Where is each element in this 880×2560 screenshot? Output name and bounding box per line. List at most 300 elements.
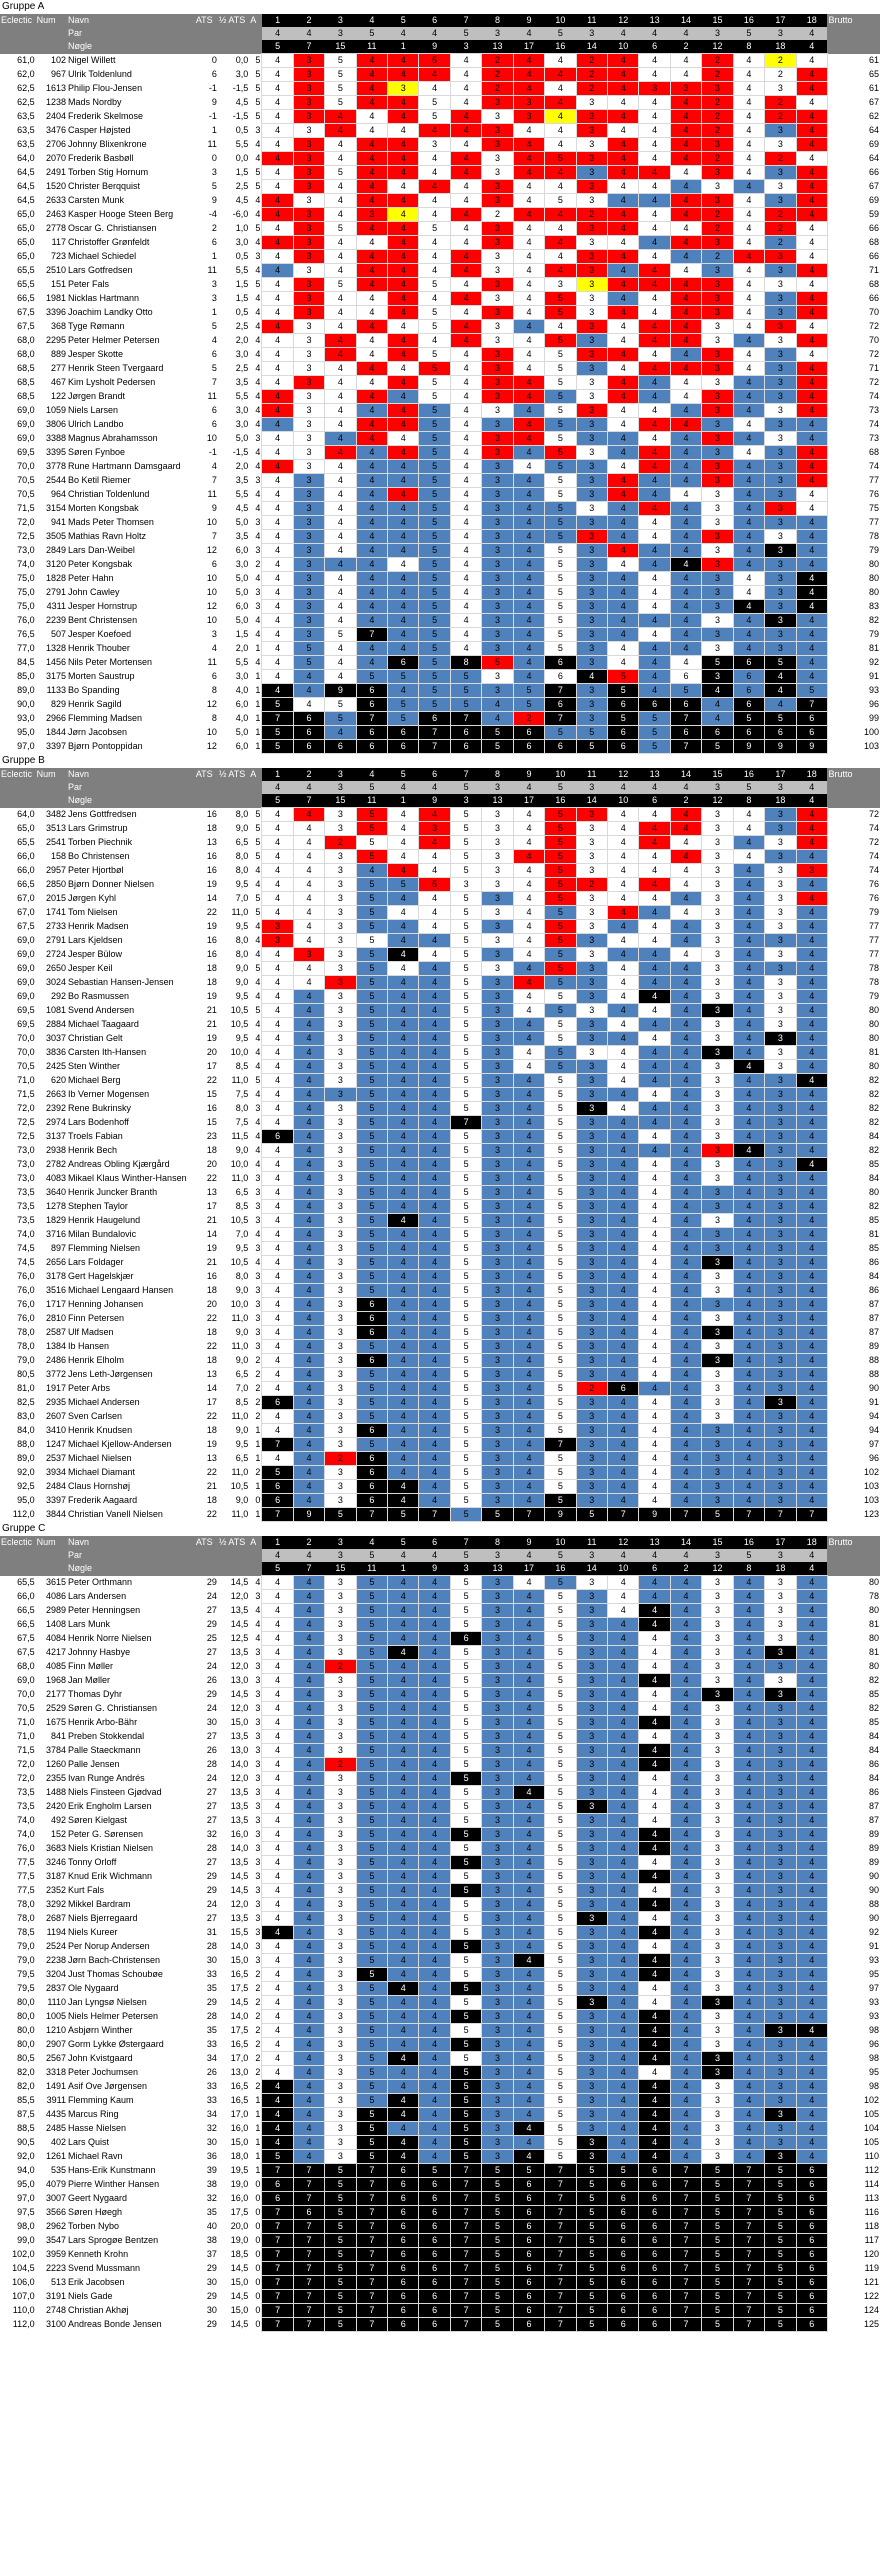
hole-score: 4 bbox=[639, 2038, 670, 2052]
hole-score: 4 bbox=[796, 808, 827, 822]
ats-value: 13 bbox=[195, 1452, 218, 1466]
hole-score: 7 bbox=[670, 2220, 701, 2234]
hole-score: 3 bbox=[482, 222, 513, 236]
hole-score: 5 bbox=[639, 712, 670, 726]
hole-score: 6 bbox=[639, 698, 670, 712]
hole-number: 13 bbox=[639, 768, 670, 781]
hole-score: 4 bbox=[419, 1632, 450, 1646]
hole-score: 4 bbox=[733, 864, 764, 878]
hole-score: 4 bbox=[608, 236, 639, 250]
hole-score: 4 bbox=[388, 1660, 419, 1674]
ats-value: 35 bbox=[195, 2024, 218, 2038]
hole-score: 5 bbox=[356, 1116, 387, 1130]
hole-score: 3 bbox=[702, 1074, 733, 1088]
hole-score: 5 bbox=[419, 418, 450, 432]
hole-score: 4 bbox=[513, 1814, 544, 1828]
table-row bbox=[0, 1688, 880, 1702]
ats-value: 27 bbox=[195, 1856, 218, 1870]
hole-score: 3 bbox=[325, 1102, 356, 1116]
hole-score: 5 bbox=[356, 1968, 387, 1982]
handicap-index: 16 bbox=[545, 40, 576, 54]
hole-score: 5 bbox=[513, 684, 544, 698]
a-value: 4 bbox=[249, 1032, 262, 1046]
a-value: 3 bbox=[249, 1716, 262, 1730]
a-value: 4 bbox=[249, 502, 262, 516]
hole-score: 7 bbox=[356, 2164, 387, 2178]
hole-score: 3 bbox=[576, 390, 607, 404]
hole-score: 3 bbox=[325, 1870, 356, 1884]
hole-score: 5 bbox=[356, 1744, 387, 1758]
hole-score: 5 bbox=[356, 1716, 387, 1730]
hole-score: 4 bbox=[388, 1130, 419, 1144]
hole-score: 7 bbox=[545, 2192, 576, 2206]
hole-score: 4 bbox=[796, 54, 827, 68]
hole-score: 7 bbox=[670, 2164, 701, 2178]
hole-score: 4 bbox=[608, 2150, 639, 2164]
hole-score: 3 bbox=[325, 808, 356, 822]
hole-score: 5 bbox=[450, 2136, 481, 2150]
player-name: Carsten Munk bbox=[67, 194, 195, 208]
hole-score: 4 bbox=[608, 1702, 639, 1716]
hole-score: 4 bbox=[670, 1604, 701, 1618]
ats-value: 13 bbox=[195, 1368, 218, 1382]
hole-score: 4 bbox=[262, 1018, 293, 1032]
par-row bbox=[0, 27, 880, 40]
hole-score: 5 bbox=[325, 2318, 356, 2332]
player-number: 2791 bbox=[46, 935, 67, 945]
hole-score: 3 bbox=[482, 934, 513, 948]
hole-score: 9 bbox=[796, 740, 827, 754]
hole-score: 3 bbox=[482, 1452, 513, 1466]
eclectic-score: 70,0 bbox=[0, 1032, 36, 1046]
hole-score: 5 bbox=[450, 1982, 481, 1996]
hole-score: 4 bbox=[513, 1074, 544, 1088]
a-value: 4 bbox=[249, 1576, 262, 1590]
ats-value: 30 bbox=[195, 1716, 218, 1730]
hole-score: 4 bbox=[639, 418, 670, 432]
hole-score: 3 bbox=[765, 1494, 796, 1508]
hole-score: 4 bbox=[419, 1604, 450, 1618]
hole-score: 4 bbox=[639, 124, 670, 138]
hole-score: 4 bbox=[765, 698, 796, 712]
par-value: 4 bbox=[639, 1549, 670, 1562]
brutto-score: 70 bbox=[827, 306, 880, 320]
hole-score: 4 bbox=[670, 194, 701, 208]
brutto-score: 78 bbox=[827, 530, 880, 544]
hole-score: 3 bbox=[293, 390, 324, 404]
hole-score: 3 bbox=[765, 516, 796, 530]
hole-score: 3 bbox=[325, 1968, 356, 1982]
hole-score: 4 bbox=[639, 1982, 670, 1996]
hole-score: 4 bbox=[796, 292, 827, 306]
ats-value: 29 bbox=[206, 1871, 217, 1881]
player-number: 3683 bbox=[46, 1843, 67, 1853]
a-value: 3 bbox=[255, 1955, 261, 1965]
player-number: 1278 bbox=[36, 1200, 67, 1214]
hole-score: 4 bbox=[262, 1954, 293, 1968]
hole-score: 3 bbox=[482, 320, 513, 334]
a-value: 4 bbox=[249, 920, 262, 934]
hole-score: 3 bbox=[765, 418, 796, 432]
table-row bbox=[0, 1674, 880, 1688]
hole-score: 4 bbox=[419, 1340, 450, 1354]
hole-score: 7 bbox=[293, 2262, 324, 2276]
player-name: Christian Akhøj bbox=[67, 2304, 195, 2318]
hole-score: 3 bbox=[576, 1730, 607, 1744]
hole-score: 4 bbox=[388, 376, 419, 390]
hole-score: 4 bbox=[796, 1940, 827, 1954]
hole-score: 4 bbox=[608, 1438, 639, 1452]
half-ats-value: 12,0 bbox=[218, 1660, 249, 1674]
player-number: 2510 bbox=[46, 265, 67, 275]
hole-score: 4 bbox=[670, 586, 701, 600]
hole-score: 6 bbox=[419, 2192, 450, 2206]
hole-score: 4 bbox=[419, 1646, 450, 1660]
hole-score: 4 bbox=[293, 1158, 324, 1172]
hole-score: 5 bbox=[545, 600, 576, 614]
hole-score: 4 bbox=[293, 1912, 324, 1926]
hole-score: 4 bbox=[639, 1730, 670, 1744]
hole-score: 4 bbox=[513, 1800, 544, 1814]
hole-score: 3 bbox=[482, 1382, 513, 1396]
hole-score: 5 bbox=[702, 2192, 733, 2206]
hole-score: 3 bbox=[702, 502, 733, 516]
hole-score: 3 bbox=[576, 1186, 607, 1200]
hole-score: 3 bbox=[702, 1982, 733, 1996]
hole-score: 4 bbox=[733, 1744, 764, 1758]
hole-score: 4 bbox=[796, 1982, 827, 1996]
hole-score: 6 bbox=[388, 2206, 419, 2220]
hole-score: 7 bbox=[733, 2276, 764, 2290]
hole-score: 4 bbox=[419, 1088, 450, 1102]
hole-score: 4 bbox=[450, 544, 481, 558]
eclectic-score: 92,0 bbox=[17, 1467, 35, 1477]
hole-score: 5 bbox=[545, 152, 576, 166]
hole-score: 7 bbox=[545, 2276, 576, 2290]
hole-score: 4 bbox=[670, 1032, 701, 1046]
hole-score: 4 bbox=[639, 1632, 670, 1646]
hole-score: 5 bbox=[450, 1730, 481, 1744]
hole-score: 4 bbox=[608, 1688, 639, 1702]
a-value: 4 bbox=[249, 1060, 262, 1074]
ats-value: 14 bbox=[195, 1228, 218, 1242]
hole-score: 5 bbox=[765, 2318, 796, 2332]
hole-score: 4 bbox=[388, 2094, 419, 2108]
hole-score: 5 bbox=[293, 642, 324, 656]
eclectic-score: 66,5 bbox=[17, 879, 35, 889]
ats-value: 19 bbox=[206, 879, 217, 889]
hole-score: 4 bbox=[796, 1130, 827, 1144]
hole-score: 4 bbox=[513, 236, 544, 250]
hole-score: 4 bbox=[388, 808, 419, 822]
ats-value: 6 bbox=[195, 670, 218, 684]
hole-score: 4 bbox=[513, 1004, 544, 1018]
par-value: 3 bbox=[576, 27, 607, 40]
hole-score: 4 bbox=[608, 920, 639, 934]
ats-value: 4 bbox=[211, 461, 217, 471]
hole-score: 3 bbox=[702, 1912, 733, 1926]
handicap-index: 6 bbox=[639, 1562, 670, 1576]
hole-score: 4 bbox=[796, 600, 827, 614]
hole-score: 4 bbox=[639, 1256, 670, 1270]
hole-score: 3 bbox=[765, 850, 796, 864]
player-name: Jesper Hornstrup bbox=[68, 601, 138, 611]
a-value: 4 bbox=[249, 1256, 262, 1270]
hole-score: 4 bbox=[388, 600, 419, 614]
brutto-score: 82 bbox=[827, 614, 880, 628]
hole-score: 4 bbox=[450, 362, 481, 376]
hole-score: 3 bbox=[702, 600, 733, 614]
hole-score: 3 bbox=[765, 1368, 796, 1382]
hole-score: 5 bbox=[450, 1102, 481, 1116]
hole-score: 4 bbox=[450, 628, 481, 642]
hole-score: 4 bbox=[733, 1590, 764, 1604]
hole-score: 3 bbox=[576, 990, 607, 1004]
hole-score: 4 bbox=[513, 474, 544, 488]
hole-score: 4 bbox=[670, 404, 701, 418]
hole-score: 4 bbox=[419, 1870, 450, 1884]
hole-score: 5 bbox=[356, 2052, 387, 2066]
hole-score: 7 bbox=[293, 2290, 324, 2304]
a-value: 1 bbox=[249, 1508, 262, 1522]
hole-score: 4 bbox=[513, 2080, 544, 2094]
hole-score: 3 bbox=[765, 864, 796, 878]
hole-score: 3 bbox=[325, 1466, 356, 1480]
player-name: Jens Leth-Jørgensen bbox=[67, 1368, 195, 1382]
hole-score: 4 bbox=[796, 1284, 827, 1298]
table-row bbox=[0, 2094, 880, 2108]
hole-score: 4 bbox=[293, 1926, 324, 1940]
hole-score: 4 bbox=[670, 1228, 701, 1242]
hole-score: 4 bbox=[419, 948, 450, 962]
hole-score: 2 bbox=[702, 110, 733, 124]
player-name: Ib Verner Mogensen bbox=[67, 1088, 195, 1102]
brutto-score: 77 bbox=[868, 935, 879, 945]
brutto-score: 123 bbox=[827, 1508, 880, 1522]
hole-score: 3 bbox=[293, 180, 324, 194]
hole-score: 2 bbox=[765, 152, 796, 166]
player-number: 2850 bbox=[46, 879, 67, 889]
hole-score: 4 bbox=[796, 544, 827, 558]
hole-score: 9 bbox=[733, 740, 764, 754]
hole-score: 3 bbox=[325, 1842, 356, 1856]
hole-score: 4 bbox=[796, 1018, 827, 1032]
hole-score: 4 bbox=[419, 1898, 450, 1912]
hole-score: 4 bbox=[639, 278, 670, 292]
hole-score: 3 bbox=[325, 1772, 356, 1786]
hole-score: 4 bbox=[388, 920, 419, 934]
eclectic-score: 73,5 bbox=[17, 1187, 35, 1197]
hole-score: 4 bbox=[513, 2136, 544, 2150]
hole-score: 4 bbox=[419, 82, 450, 96]
hole-score: 3 bbox=[702, 1186, 733, 1200]
hole-score: 4 bbox=[608, 1814, 639, 1828]
player-number: 967 bbox=[51, 69, 67, 79]
hole-score: 4 bbox=[639, 1102, 670, 1116]
hole-score: 4 bbox=[639, 822, 670, 836]
hole-score: 3 bbox=[576, 572, 607, 586]
hole-score: 4 bbox=[262, 1660, 293, 1674]
eclectic-score: 74,0 bbox=[0, 1828, 36, 1842]
hole-score: 4 bbox=[733, 1466, 764, 1480]
col-num: Num bbox=[36, 14, 67, 27]
hole-score: 7 bbox=[262, 2318, 293, 2332]
eclectic-score: 89,0 bbox=[17, 685, 35, 695]
ats-value: 4 bbox=[195, 334, 218, 348]
hole-score: 6 bbox=[639, 2234, 670, 2248]
hole-score: 4 bbox=[513, 1116, 544, 1130]
a-value: 4 bbox=[255, 573, 261, 583]
eclectic-score: 85,0 bbox=[0, 670, 36, 684]
hole-score: 4 bbox=[513, 1688, 544, 1702]
hole-score: 4 bbox=[293, 1340, 324, 1354]
ats-value: 26 bbox=[206, 1675, 217, 1685]
par-value: 4 bbox=[796, 27, 827, 40]
hole-score: 3 bbox=[576, 278, 607, 292]
hole-score: 4 bbox=[262, 864, 293, 878]
hole-score: 3 bbox=[702, 1814, 733, 1828]
hole-score: 4 bbox=[796, 362, 827, 376]
hole-score: 5 bbox=[545, 990, 576, 1004]
hole-score: 3 bbox=[702, 1674, 733, 1688]
hole-score: 4 bbox=[262, 502, 293, 516]
brutto-score: 80 bbox=[868, 1187, 879, 1197]
hole-score: 4 bbox=[450, 96, 481, 110]
hole-score: 3 bbox=[482, 2122, 513, 2136]
hole-score: 4 bbox=[670, 1618, 701, 1632]
hole-score: 5 bbox=[545, 726, 576, 740]
hole-score: 4 bbox=[639, 836, 670, 850]
hole-score: 3 bbox=[576, 502, 607, 516]
hole-score: 3 bbox=[576, 1828, 607, 1842]
half-ats-value: 9,0 bbox=[235, 1327, 249, 1337]
brutto-score: 98 bbox=[827, 2052, 880, 2066]
hole-score: 4 bbox=[419, 1102, 450, 1116]
hole-score: 7 bbox=[608, 1508, 639, 1522]
hole-score: 2 bbox=[482, 54, 513, 68]
hole-score: 3 bbox=[702, 1438, 733, 1452]
hole-score: 4 bbox=[262, 334, 293, 348]
hole-score: 3 bbox=[325, 1674, 356, 1688]
hole-score: 3 bbox=[325, 2080, 356, 2094]
player-name: John Cawley bbox=[67, 586, 195, 600]
hole-score: 3 bbox=[765, 2052, 796, 2066]
hole-score: 5 bbox=[450, 1004, 481, 1018]
handicap-index: 18 bbox=[765, 1562, 796, 1576]
hole-score: 6 bbox=[262, 1480, 293, 1494]
player-number: 897 bbox=[51, 1243, 67, 1253]
hole-score: 3 bbox=[325, 1996, 356, 2010]
table-row bbox=[0, 878, 880, 892]
hole-score: 4 bbox=[670, 292, 701, 306]
brutto-score: 96 bbox=[827, 698, 880, 712]
hole-score: 4 bbox=[608, 1368, 639, 1382]
hole-score: 4 bbox=[670, 1116, 701, 1130]
half-ats-value: 16,5 bbox=[230, 2095, 249, 2105]
hole-score: 3 bbox=[670, 82, 701, 96]
hole-score: 3 bbox=[765, 2136, 796, 2150]
hole-score: 3 bbox=[325, 1396, 356, 1410]
hole-score: 3 bbox=[765, 1912, 796, 1926]
player-number: 2070 bbox=[46, 153, 67, 163]
hole-score: 6 bbox=[419, 2276, 450, 2290]
ats-value: 4 bbox=[195, 642, 218, 656]
hole-score: 3 bbox=[576, 474, 607, 488]
hole-score: 4 bbox=[670, 96, 701, 110]
hole-score: 4 bbox=[639, 1842, 670, 1856]
player-name: Jesper Keil bbox=[68, 963, 113, 973]
ats-value: 36 bbox=[206, 2151, 217, 2161]
hole-score: 4 bbox=[639, 180, 670, 194]
ats-value: 34 bbox=[195, 2108, 218, 2122]
player-name: Lars Foldager bbox=[67, 1256, 195, 1270]
hole-score: 3 bbox=[765, 1088, 796, 1102]
hole-score: 5 bbox=[419, 54, 450, 68]
hole-score: 5 bbox=[702, 656, 733, 670]
half-ats-value: 9,0 bbox=[235, 1355, 249, 1365]
hole-score: 4 bbox=[325, 656, 356, 670]
hole-score: 4 bbox=[796, 502, 827, 516]
player-name: Christian Toldenlund bbox=[68, 489, 150, 499]
hole-score: 4 bbox=[796, 1088, 827, 1102]
hole-score: 3 bbox=[325, 1856, 356, 1870]
hole-score: 4 bbox=[733, 1060, 764, 1074]
hole-score: 4 bbox=[262, 1382, 293, 1396]
hole-score: 5 bbox=[482, 2248, 513, 2262]
nogle-row bbox=[0, 794, 880, 808]
hole-score: 3 bbox=[702, 264, 733, 278]
hole-score: 4 bbox=[639, 1130, 670, 1144]
hole-score: 7 bbox=[670, 2304, 701, 2318]
hole-score: 5 bbox=[419, 320, 450, 334]
hole-score: 5 bbox=[545, 1730, 576, 1744]
hole-score: 4 bbox=[702, 684, 733, 698]
hole-score: 3 bbox=[482, 138, 513, 152]
hole-score: 4 bbox=[608, 1298, 639, 1312]
hole-score: 4 bbox=[513, 572, 544, 586]
ats-value: 16 bbox=[206, 1103, 217, 1113]
hole-score: 4 bbox=[293, 1674, 324, 1688]
hole-score: 3 bbox=[576, 1772, 607, 1786]
hole-score: 4 bbox=[796, 236, 827, 250]
hole-score: 7 bbox=[545, 684, 576, 698]
hole-score: 4 bbox=[356, 516, 387, 530]
hole-score: 3 bbox=[325, 1284, 356, 1298]
par-value: 4 bbox=[670, 27, 701, 40]
hole-score: 4 bbox=[733, 1424, 764, 1438]
player-name: Kasper Hooge Steen Berg bbox=[68, 209, 174, 219]
ats-value: 18 bbox=[206, 963, 217, 973]
hole-score: 7 bbox=[733, 2192, 764, 2206]
half-ats-value: 12,5 bbox=[218, 1632, 249, 1646]
hole-score: 5 bbox=[356, 2024, 387, 2038]
hole-score: 3 bbox=[765, 278, 796, 292]
hole-score: 3 bbox=[482, 642, 513, 656]
hole-score: 4 bbox=[796, 1758, 827, 1772]
hole-score: 4 bbox=[733, 892, 764, 906]
eclectic-score: 69,0 bbox=[17, 1675, 35, 1685]
hole-score: 7 bbox=[450, 2276, 481, 2290]
hole-score: 7 bbox=[419, 726, 450, 740]
hole-score: 4 bbox=[293, 1758, 324, 1772]
hole-score: 5 bbox=[545, 1898, 576, 1912]
player-name: Bo Christensen bbox=[68, 851, 130, 861]
par-value: 5 bbox=[545, 27, 576, 40]
handicap-index: 13 bbox=[482, 1562, 513, 1576]
a-value: 4 bbox=[255, 237, 261, 247]
hole-score: 5 bbox=[450, 1618, 481, 1632]
hole-score: 4 bbox=[388, 2150, 419, 2164]
